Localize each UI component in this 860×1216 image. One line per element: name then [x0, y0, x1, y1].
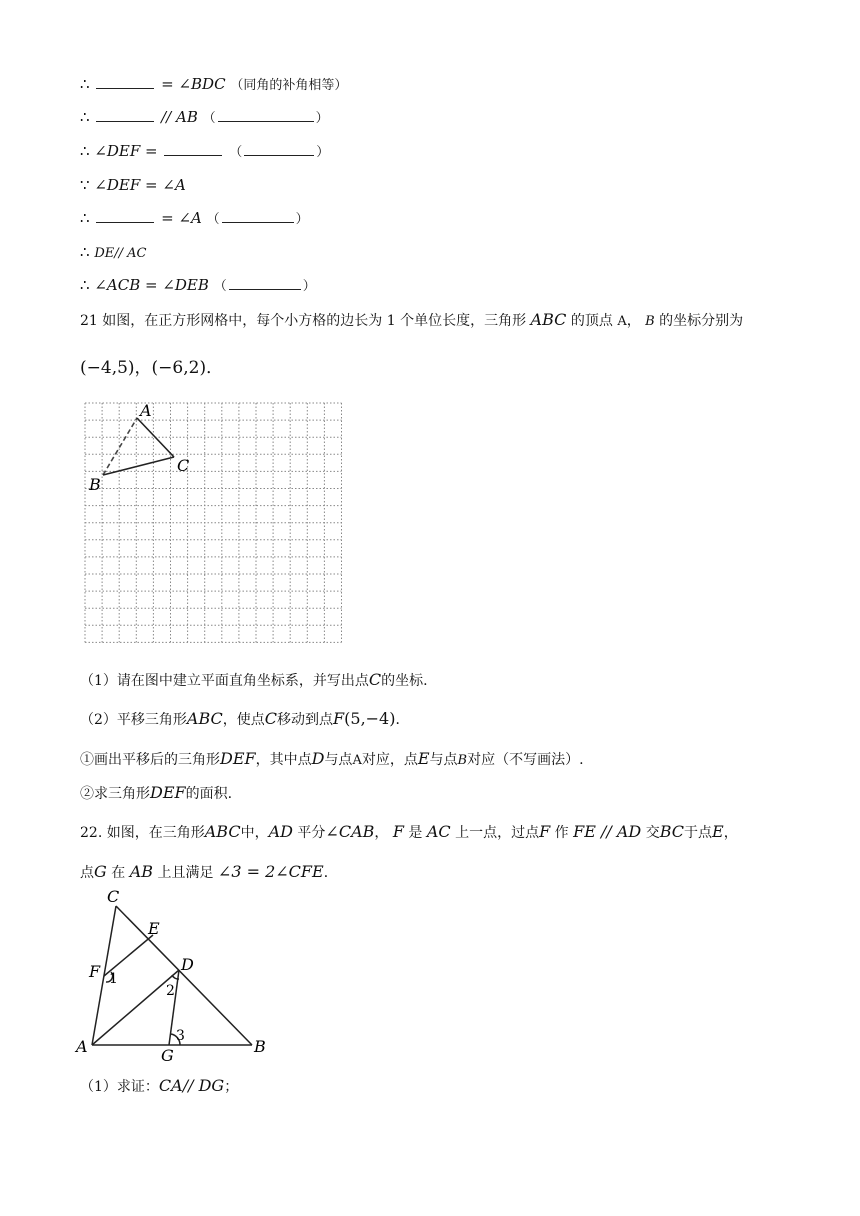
separator: ， — [134, 358, 152, 378]
stem-text: 如图，在三角形 — [106, 825, 205, 841]
stem-text: 的坐标分别为 — [659, 313, 744, 329]
answer-blank[interactable] — [164, 141, 222, 156]
stem-text: 的顶点 — [570, 313, 613, 329]
q22-stem-line1 — [80, 821, 738, 844]
point-label: E — [712, 822, 724, 841]
part-text: （1）请在图中建立平面直角坐标系，并写出点 — [80, 673, 369, 689]
part-text: （1）求证： — [80, 1079, 159, 1095]
coord-b: (−6,2) — [151, 358, 207, 378]
stem-text: 于点 — [684, 825, 712, 841]
math-expr: ∠DEF = ∠A — [94, 176, 186, 194]
point-label: C — [368, 670, 382, 689]
math-expr: CA// DG — [158, 1076, 225, 1095]
part-text: ②求三角形 — [80, 786, 150, 802]
segment-fe — [104, 935, 153, 976]
therefore-symbol: ∴ — [80, 142, 90, 160]
triangle-name: ABC — [204, 822, 241, 841]
segment-ac — [137, 418, 174, 457]
q21-sub2 — [80, 782, 232, 805]
answer-blank[interactable] — [96, 74, 154, 89]
stem-text: 上一点，过点 — [455, 825, 540, 841]
triangle-figure[interactable] — [74, 884, 274, 1064]
answer-blank[interactable] — [96, 208, 154, 223]
proof-line-2 — [80, 106, 329, 130]
label-1: 1 — [109, 971, 118, 987]
paren-close: ） — [315, 111, 329, 126]
stem-text: 如图，在正方形网格中，每个小方格的边长为 1 个单位长度，三角形 — [102, 313, 527, 329]
point-label: C — [264, 709, 278, 728]
label-g: G — [161, 1046, 174, 1064]
segment-name: AB — [129, 862, 153, 881]
stem-text: 是 — [408, 825, 423, 841]
therefore-symbol: ∴ — [80, 276, 90, 294]
triangle-name: DEF — [220, 749, 256, 768]
separator: ， — [626, 313, 641, 329]
triangle-name: ABC — [186, 709, 223, 728]
coord-f: (5,−4) — [344, 709, 396, 728]
reason-blank[interactable] — [218, 107, 314, 122]
q21-part1 — [80, 669, 428, 692]
label-c: C — [107, 887, 120, 906]
segment-ad — [92, 970, 179, 1045]
grid-figure[interactable] — [82, 400, 346, 656]
therefore-symbol: ∴ — [80, 75, 90, 93]
part-text: ，使点 — [222, 712, 265, 728]
label-d: D — [181, 955, 194, 974]
part-text: ，其中点 — [255, 752, 312, 768]
math-expr: ∠DEF = — [94, 142, 158, 160]
math-expr: = ∠BDC — [161, 75, 226, 93]
q21-coords — [80, 357, 223, 379]
q22-part1 — [80, 1075, 238, 1098]
reason-blank[interactable] — [244, 141, 314, 156]
proof-line-6 — [80, 241, 146, 265]
paren-close: ） — [302, 279, 316, 294]
math-expr: // AB — [161, 108, 198, 126]
label-e: E — [148, 919, 160, 938]
reason-text: （同角的补角相等） — [230, 78, 348, 93]
part-text: 的坐标. — [381, 673, 428, 689]
label-a: A — [76, 1037, 88, 1056]
part-text: 移动到点 — [277, 712, 334, 728]
point-label: D — [311, 749, 325, 768]
proof-line-3 — [80, 140, 329, 164]
part-text: 对应，点 — [361, 752, 418, 768]
question-number: 21 — [80, 313, 98, 329]
reason-blank[interactable] — [229, 275, 301, 290]
q22-stem-line2 — [80, 861, 338, 884]
side-cb — [116, 906, 252, 1045]
angle-equation: ∠3 = 2∠CFE — [217, 862, 324, 881]
period: ． — [395, 712, 410, 728]
answer-blank[interactable] — [96, 107, 154, 122]
therefore-symbol: ∴ — [80, 108, 90, 126]
because-symbol: ∵ — [80, 176, 90, 194]
part-text: 与点 — [324, 752, 353, 768]
paren-close: ） — [295, 212, 309, 227]
part-text: ①画出平移后的三角形 — [80, 752, 220, 768]
paren-open: （ — [202, 111, 216, 126]
q21-sub1 — [80, 748, 584, 772]
stem-text: 中， — [240, 825, 269, 841]
label-2: 2 — [166, 983, 175, 999]
label-c: C — [177, 456, 190, 475]
q21-stem-line1 — [80, 309, 743, 333]
point-label: A — [352, 753, 362, 768]
separator: ， — [723, 825, 738, 841]
angle-name: ∠CAB — [325, 822, 375, 841]
segment-name: AD — [268, 822, 293, 841]
segment-name: BC — [659, 822, 684, 841]
point-label: B — [457, 753, 468, 768]
proof-line-7 — [80, 274, 316, 298]
reason-blank[interactable] — [222, 208, 294, 223]
grid-lines — [85, 403, 342, 642]
question-number: 22. — [80, 825, 103, 841]
separator: ； — [224, 1079, 239, 1095]
segment-ab — [103, 418, 137, 475]
paren-open: （ — [213, 279, 227, 294]
stem-text: 在 — [111, 865, 126, 881]
paren-open: （ — [229, 145, 243, 160]
segment-bc — [103, 457, 174, 475]
parallel-expr: FE // AD — [573, 822, 642, 841]
q21-part2 — [80, 708, 409, 731]
proof-line-4 — [80, 174, 186, 196]
point-label: F — [392, 822, 404, 841]
point-label: F — [539, 822, 551, 841]
label-3: 3 — [176, 1028, 185, 1044]
part-text: （2）平移三角形 — [80, 712, 187, 728]
point-label: B — [645, 314, 655, 329]
period: ． — [206, 358, 224, 378]
label-f: F — [89, 962, 101, 981]
label-a: A — [140, 401, 152, 420]
separator: ， — [374, 825, 389, 841]
point-label: A — [617, 314, 627, 329]
part-text: 的面积. — [185, 786, 233, 802]
point-label: F — [333, 709, 345, 728]
segment-name: AC — [426, 822, 451, 841]
therefore-symbol: ∴ — [80, 243, 90, 261]
point-label: G — [94, 862, 107, 881]
paren-open: （ — [206, 212, 220, 227]
coord-a: (−4,5) — [80, 358, 135, 378]
stem-text: 上且满足 — [157, 865, 214, 881]
label-b: B — [89, 475, 101, 494]
part-text: 对应（不写画法）. — [467, 752, 584, 768]
stem-text: 交 — [645, 825, 660, 841]
period: ． — [323, 865, 338, 881]
part-text: 与点 — [429, 752, 458, 768]
paren-close: ） — [316, 145, 330, 160]
stem-text: 点 — [80, 865, 94, 881]
triangle-name: ABC — [530, 310, 567, 329]
label-b: B — [254, 1037, 266, 1056]
stem-text: 平分 — [297, 825, 326, 841]
stem-text: 作 — [554, 825, 569, 841]
proof-line-1 — [80, 73, 347, 97]
point-label: E — [417, 749, 430, 768]
proof-line-5 — [80, 207, 309, 231]
math-expr: ∠ACB = ∠DEB — [94, 276, 209, 294]
triangle-name: DEF — [150, 783, 186, 802]
math-expr: = ∠A — [161, 209, 202, 227]
math-expr: DE// AC — [94, 246, 147, 261]
therefore-symbol: ∴ — [80, 209, 90, 227]
